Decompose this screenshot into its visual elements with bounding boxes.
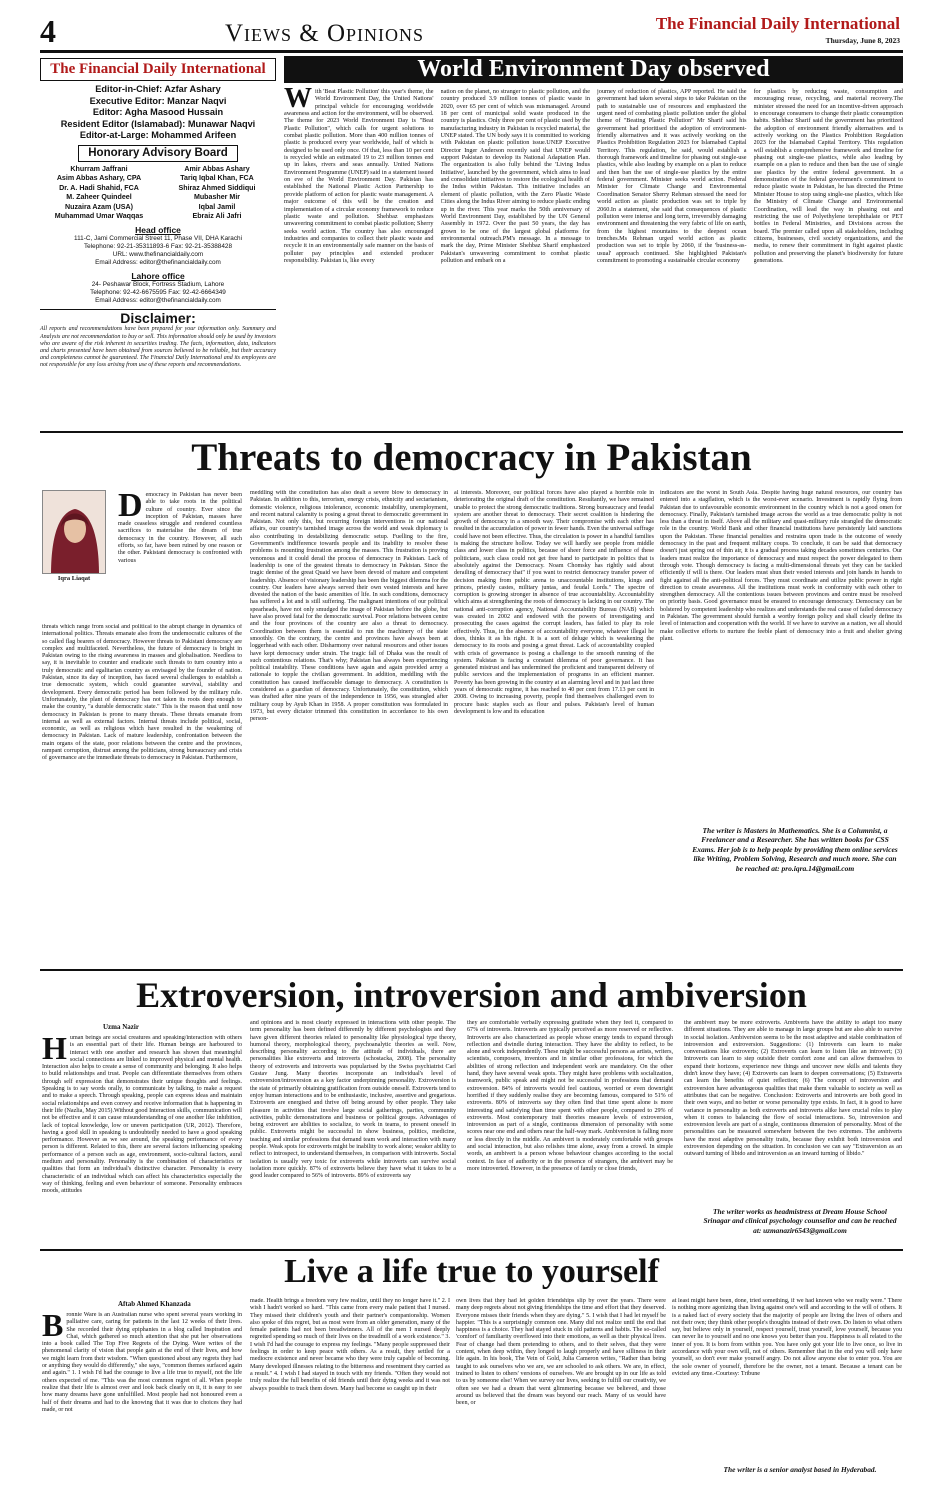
editor-line: Executive Editor: Manzar Naqvi: [89, 95, 227, 106]
brand-name: The Financial Daily International: [655, 14, 900, 33]
threats-headline: Threats to democracy in Pakistan: [191, 436, 752, 479]
article-column: [42, 1035, 242, 1247]
drop-cap: B: [42, 1312, 64, 1343]
masthead-title: The Financial Daily International: [40, 58, 276, 81]
column-text: emocracy in Pakistan has never been able to take roots in the political culture of country. Ever since the inception of Pakistan, masses have made ceaseless struggle and rendered countless sacrifices to materialise the dream of true democracy in the country. However, all such efforts, so far, have been ruined by one reason or the other. Pakistani democracy is confronted with various: [118, 492, 242, 564]
lahore-office-email[interactable]: Email Address: editor@thefinancialdaily.com: [95, 297, 221, 305]
board-member: M. Zaheer Quindeel: [66, 193, 132, 202]
editor-line: Editor-at-Large: Mohammed Arifeen: [79, 130, 237, 141]
section-divider: [40, 969, 903, 971]
section-title: Views & Opinions: [225, 20, 425, 47]
article-column: nation on the planet, no stranger to plastic pollution, and the country produced 3.9 million tonnes of plastic waste in 2020, over 65 per cent of which was mismanaged. Around 18 per cent of municipal solid waste produced in the country is plastics. Only three per cent of plastic used by the manufacturing industry in Pakistan is recycled material, the UNEP stated. The UN body says it is committed to working with Pakistan on plastic pollution issue.UNEP Executive Director Inger Anderson recently said that UNEP would support Pakistan to develop its National Adaptation Plan. The organization is also fully behind the 'Living Indus Initiative', launched by the government, which aims to lead and consolidate initiatives to restore the ecological health of the Indus within Pakistan. This initiative includes an element of plastic pollution, with the Zero Plastic Waste Cities along the Indus River aiming to reduce plastic ending up in the river. This year marks the 50th anniversary of World Environment Day, established by the UN General Assembly in 1972. Over the past 50 years, the day has grown to be one of the largest global platforms for environmental outreach.PM's message. In a message to mark the day, Prime Minister Shehbaz Sharif emphasized Pakistan's unwavering commitment to combat plastic pollution and embark on a: [440, 88, 590, 264]
head-office-url[interactable]: URL: www.thefinancialdaily.com: [112, 251, 204, 259]
board-member: Tariq Iqbal Khan, FCA: [180, 174, 254, 183]
head-office-line: 111-C, Jami Commercial Street 11, Phase VII, DHA Karachi: [74, 235, 242, 243]
column-text: ith 'Beat Plastic Pollution' this year's theme, the World Environment Day, the United Nations' principal vehicle for encouraging worldwide awareness and action for the environment, will be observed. The theme for 2023 World Environment Day is "Beat Plastic Pollution", which calls for urgent solutions to combat plastic pollution. More than 400 million tonnes of plastic is produced every year worldwide, half of which is designed to be used only once. Of that, less than 10 per cent is recycled while an estimated 19 to 23 million tonnes end up in lakes, rivers and seas annually. United Nations Environment Programme (UNEP) said in a statement issued on eve of the World Environment Day. Pakistan has established the National Plastic Action Partnership to provide platform of action for plastic waste management. A major outcome of this will be the creation and implementation of a circular economy framework to reduce plastic waste and pollution. Shehbaz emphasizes unwavering commitment to combat plastic pollution; Sherry seeks world action. The country has also encouraged industries and companies to collect their plastic waste and recycle it in an environmentally safe manner on the basis of polluter pay principles and extended producer responsibility. Pakistan is, like every: [284, 88, 434, 264]
board-member: Nuzaira Azam (USA): [65, 202, 133, 211]
life-headline: Live a life true to yourself: [284, 1253, 659, 1290]
board-left-column: [40, 165, 158, 221]
board-member: Shiraz Ahmed Siddiqui: [178, 183, 256, 192]
lahore-office-title: Lahore office: [131, 271, 185, 282]
article-column: [284, 88, 434, 426]
header-rule: [40, 50, 903, 53]
drop-cap: H: [42, 1035, 67, 1066]
page-number: 4: [40, 13, 56, 49]
board-member: Amir Abbas Ashary: [184, 164, 250, 173]
article-column: own lives that they had let golden friendships slip by over the years. There were many deep regrets about not giving friendships the time and effort that they deserved. Everyone misses their friends when they are dying." 5. I wish that I had let myself be happier. "This is a surprisingly common one. Many did not realize until the end that happiness is a choice. They had stayed stuck in old patterns and habits. The so-called 'comfort' of familiarity overflowed into their emotions, as well as their physical lives. Fear of change had them pretending to others, and to their selves, that they were content, when deep within, they longed to laugh properly and have silliness in their life again. In his book, The Vein of Gold, Julia Cameron writes, "Rather than being taught to ask ourselves who we are, we are schooled to ask others. We are, in effect, trained to listen to others' versions of ourselves. We are brought up in our life as told to us by someone else! When we survey our lives, seeking to fulfill our creativity, we often see we had a dream that went glimmering because we believed, and those around us believed that the dream was beyond our reach. Many of us would have been, or: [456, 1298, 666, 1407]
disclaimer-title: Disclaimer:: [40, 309, 276, 326]
author-bio: The writer is Masters in Mathematics. She is a Columnist, a Freelancer and a Researcher. She has written books for CSS Exams. Her job is to help people by providing them online services like Writing, Problem Solving, Research and much more. She can be reached at: pro.iqra.14@gmail.com: [692, 826, 898, 873]
board-member: Dr. A. Hadi Shahid, FCA: [59, 183, 139, 192]
article-column: journey of reduction of plastics, APP reported. He said the government had taken several steps to take Pakistan on the path to sustainable use of resources and emphasized the urgent need of combating plastic pollution under the global theme of "Beating Plastic Pollution" Mr Sharif said his government had prioritised the adoption of environment-friendly alternatives and it was actively working on the Plastics Prohibition Regulation 2023 for Islamabad Capital Territory. This regulation, he said, would establish a thorough framework and timeline for phasing out single-use plastics, while also leading by example on a plan to reduce and then ban the use of single-use plastics by the entire federal government. Minister seeks world action. Federal Minister for Climate Change and Environmental Coordination Senator Sherry Rehman stressed the need for world action as plastic production was set to triple by 2060.In a statement, she said that consequences of plastic pollution were intense and long term, irreversibly damaging environment and threatening the very fabric of life on earth, from the highest mountains to the deepest ocean trenches.Ms Rehman urged world action as plastic production was set to triple by 2060, if the 'business-as-usual' approach continued. She highlighted Pakistan's commitment to promoting a sustainable circular economy: [597, 88, 747, 264]
article-column: the ambivert may be more extroverts. Ambiverts have the ability to adapt too many different situations. They are able to manage in large groups but are also able to survive in social isolation. Ambiversion seems to be the most adaptive and stable combination of introversion and extroversion. Suggestions: (1) Introverts can learn to make conversations like extroverts; (2) Extroverts can learn to listen like an introvert; (3) Introverts can learn to step outside their comfort zone and can allow themselves to expand their horizons, experience new things and uncover new skills and talents they didn't know they have; (4) Extroverts can learn to deepen conversations; (5) Extraverts can learn the benefits of quiet reflection; (6) The concept of introversion and extroversion have advantageous qualities that make them valuable to society as well as attributes that can be negative. Conclusion: Extroverts and introverts are both good in their own ways, and no better or worse personality type exists. In fact, it is good to have variance in personality as both extroverts and introverts alike have crucial roles to play when it comes to balancing the flow of social interactions. So, introversion and extroversion levels are part of a single, continuous dimension of personality. Most of the personalities can be measured somewhere between the two extremes. The ambiverts have the most adaptive personality traits, because they exhibit both introversion and extroversion depending on the situation. In conclusion we can say "Extraversion as an outward turning of libido and introversion as an inward turning of libido.": [684, 1020, 902, 1158]
column-text: uman beings are social creatures and speaking/interaction with others is an essential part of their life. Human beings are harboured to interact with one another and research has shown that meaningful social connections are linked to improved physical and mental health. Interaction also helps to create a sense of community and belonging. It also helps to build relationships and trust. People can differentiate themselves from others through self expression that demonstrates their unique thoughts and feelings. Speaking is to say words orally, to communicate by talking, to make a request and to make a speech. Through speaking, people can express ideas and maintain social relationships and even convey and receive information that is happening in their life (Nazlia, May 2015).Without good Interaction skills, communication will not be effective and it can cause misunderstanding of one another like inhibition, lack of topical knowledge, low or uneven participation (UR, 2012). Therefore, having a good skill in speaking is undoubtedly needed to have a good speaking performance. However as we see around, the speaking performance of every person is different. Related to this, there are several factors influencing speaking performance of a person such as age, environment, socio-cultural factors, aural medium and personality. Personality is the combination of characteristics or qualities that form an individual's distinctive character. Personality is every characteristic of an individual which can affect his characteristics especially the way of thinking, feeling and even behaviour of someone. Personality embraces moods, attitudes: [42, 1035, 242, 1195]
editor-line: Editor: Agha Masood Hussain: [92, 107, 224, 118]
board-member: Khurram Jaffrani: [70, 164, 128, 173]
board-member: Asim Abbas Ashary, CPA: [56, 174, 142, 183]
advisory-board: [40, 165, 276, 221]
extroversion-headline: Extroversion, introversion and ambiversion: [136, 975, 807, 1015]
lahore-office-line: Telephone: 92-42-6675595 Fax: 92-42-6664349: [90, 289, 226, 297]
article-column: threats which range from social and political to the abrupt change in dynamics of international politics. Threats emanate also from the undemocratic cultures of the so called flag bearers of democracy. However threats to Pakistani democracy are complex and multifaceted. Nevertheless, the future of democracy is bright in Pakistan owing to the rising awareness in masses and globalisation. Needless to say, it is inevitable to counter and eradicate such threats to turn country into a truly democratic and egalitarian country as envisaged by the founder of nation. Pakistan, since its day of inception, has faced several challenges to establish a true democratic system, which could guarantee survival, stability and development. Every democratic period has been followed by the military rule. Unfortunately, the plant of democracy has not taken its roots deep enough to make the country, "a durable democratic state." This is the reason that until now democracy in Pakistan is prone to many threats. These threats emanate from internal as well as external factors. Internal threats include political, social, economic, as well as religious which have resulted in the weakening of democracy in Pakistan. Lack of mature leadership, confrontation between the main organs of the state, poor relations between the centre and the provinces, rampant corruption, distrust among the politicians, strong bureaucracy and crisis of governance are the immediate threats to democracy in Pakistan. Furthermore,: [42, 624, 242, 762]
board-member: Muhammad Umar Waqqas: [54, 212, 144, 220]
board-member: Mubasher Mir: [193, 193, 241, 202]
disclaimer-text: All reports and recommendations have been prepared for your information only. Summary and Analysis are not recommendation to buy or sell. This information should only be used by investors who are aware of the risk inherent in securities trading. The facts, information, data, indicators and charts presented have been obtained from sources believed to be reliable, but their accuracy and completeness cannot be guaranteed. The Financial Daily International and its employees are not responsible for any loss arising from use of these reports and recommendations.: [40, 326, 276, 369]
article-column: [118, 492, 242, 618]
article-column: al interests. Moreover, our political forces have also played a horrible role in deteriorating the original draft of the constitution. Resultantly, we have remained unable to protect the strong democratic traditions. Strong bureaucracy and feudal system are another threat to democracy. Their secret coalition is hindering the growth of democracy in a smooth way. Their compromise with each other has resulted in the accumulation of power in fewer hands. Even the universal suffrage could have not been effective. Thus, the circulation is power in a handful families is making the structure hollow. Today we will hardly see people from middle class and lower class in politics, because of sheer force and influence of these politicians, such class could not get free hand to participate in politics that is absolutely against the Democracy. Noam Chomsky has rightly said about derailing of democracy that" if you want to restrict democracy transfer power of decision making from public arena to unaccountable institutions, kings and princes, priestly castes, military juntas, and feudal Lords." The spectre of corruption is growing stronger in absence of true accountability. Accountability which aims at strengthening the roots of democracy is lacking in our country. The national anti-corruption agency, National Accountability Bureau (NAB) which was created in 2002 and endowed with the powers of investigating and prosecuting the cases against the corrupt leaders, has failed to play its role effectively. Thus, in the absence of accountability everyone, whatever illegal he does, thinks it as his right. It is a sort of deluge which is weakening the democracy to its roots and posing a great threat. Lack of accountability coupled with crisis of governance is posing a challenge to the smooth running of the system. Pakistan is facing a constant dilemma of poor governance. It has generated mistrust and has undermined the proficient and transparent delivery of public services and the implementation of programs in an efficient manner. Poverty has been growing in the country at an alarming level and in just last three years of democratic regime, it has reached to 40 per cent from 17.13 per cent in 2008. Owing to increasing poverty, people find themselves challenged even to procure basic staples such as flour and pulses. Pakistan's level of human development is low and its education: [454, 490, 654, 715]
board-right-column: [158, 165, 276, 221]
head-office-email[interactable]: Email Address: editor@thefinancialdaily.com: [95, 259, 221, 267]
issue-date: Thursday, June 8, 2023: [825, 36, 900, 45]
article-column: meddling with the constitution has also dealt a severe blow to democracy in Pakistan. In addition to this, terrorism, energy crisis, ethnicity and sectarianism, domestic violence, religious intolerance, economic instability, unemployment, and recent natural calamity is posing a great threat to democratic government in Pakistan. Not only this, but recurring foreign interventions in our national affairs, our country's tarnished image across the world and weak diplomacy is also contributing in destabilizing democratic setup. Fuelling to the fire, Government's indifference towards people and its inability to resolve these problems is mounting frustration among the masses. This frustration is proving venomous and it could derail the process of democracy in Pakistan. Lack of leadership is one of the greatest threats to democracy in Pakistan. Since the tragic demise of the great Quaid we have been devoid of mature and competent leadership. Absence of visionary leadership has been the biggest dilemma for the country. Our leaders have always served their own vested interests and have divested the nation of the basic amenities of life. In such conditions, democracy has suffered a lot and is still suffering. The malignant intentions of our political spearheads, have not only smudged the image of Pakistan before the globe, but have also proved fatal for the democratic survival. Poor relations between centre and the four provinces of the country are also a threat to democracy. Coordination between them is essential to run the machinery of the state smoothly. On the contrary, the centre and provinces have always been at loggerhead with each other. Disharmony over natural resources and other issues have kept democracy under strain. The tragic fall of Dhaka was the result of such contentious relations. That's why; Pakistan has always been experiencing political instability. These conditions have again and again provided army a rationale to topple the civilian government. In addition, meddling with the constitution has caused ineffaceable damage to democracy. A constitution is considered as a guardian of democracy. Unfortunately, the constitution, which was drafted after nine years of the independence in 1956, was strangled after military coup by Ayub Khan in 1958. A proper constitution was formulated in 1973, but every dictator trimmed this constitution in accordance to his own person-: [250, 490, 448, 723]
board-member: Iqbal Jamil: [198, 202, 236, 211]
author-portrait-icon: [43, 491, 106, 574]
lahore-office-line: 24- Peshawar Block, Fortress Stadium, Lahore: [91, 281, 225, 289]
article-column: for plastics by reducing waste, consumption and encouraging reuse, recycling, and material recovery.The minister stressed the need for an incentive-driven approach to encourage consumers to change their plastic consumption habits. Shehbaz Sharif said the government has prioritized the adoption of environment friendly alternatives and is actively working on the Plastics Prohibition Regulation 2023 for the Islamabad Capital Territory. This regulation will establish a comprehensive framework and timeline for phasing out single-use plastics, while also leading by example on a plan to reduce and then ban the use of single use plastics by the entire federal government. In a demonstration of the federal government's commitment to reduce plastic waste in Pakistan, he has directed the Prime Minister House to stop using single-use plastics, which like the Ministry of Climate Change and Environmental Coordination, will lead the way in phasing out and restricting the use of Polyethylene terephthalate or PET bottles in Federal Ministries, and Divisions across the board. The premier called upon all stakeholders, including citizens, businesses, civil society organizations, and the media, to renew their commitment in fight against plastic pollution and preserving the planet's biodiversity for future generations.: [753, 88, 903, 264]
author-photo: [42, 490, 106, 574]
editor-list: [40, 84, 276, 142]
article-column: indicators are the worst in South Asia. Despite having huge natural resources, our country has entered into a stagflation, which is the worst-ever scenario. Investment is rapidly flying from Pakistan due to unfavourable economic environment in the country which is not a good omen for democracy. Finally, Pakistan's tarnished image across the world as a true democratic polity is not less than a threat in itself. Above all the military and quasi-military rule strangled the democratic role in the country. World Bank and other financial institutions have persistently laid sanctions upon the Pakistan. These financial penalties and restrains upon trade is the outcome of weedy democracy in the past and frequent military coups. To conclude, it can be said that democracy doesn't just spring out of thin air, it is a gradual process taking decades sometimes centuries. Our leaders must realize the importance of democracy and must respect the power delegated to them through vote. Though democracy is facing a multi-dimensional threats yet they can be tackled efficiently if will is there. Our leaders must shun their vested interests and join hands in hands to fight against all the anti-political forces. They must coordinate and utilize public power in right direction to create awareness. All the institutions must work in conformity with each other to strengthen democracy. All the contentious issues between provinces and centre must be resolved on priority basis. Good governance must be ensured to encourage democracy. Democracy can be bolstered by competent leadership who realizes and understands the real cause of failed democracy in Pakistan. The government should furnish a worthy foreign policy and shall clearly define its level of interaction and cooperation with the world. If we have to survive as a nation, we all should make collective efforts to nurture the feeble plant of democracy into a fruit and shelter giving plant.: [660, 490, 902, 642]
article-column: [42, 1312, 242, 1484]
section-divider: [40, 1249, 903, 1251]
head-office-line: Telephone: 92-21-35311893-6 Fax: 92-21-35388428: [83, 243, 233, 251]
editor-line: Resident Editor (Islamabad): Munawar Naqvi: [60, 118, 256, 129]
head-office-title: Head office: [135, 225, 181, 236]
author-bio: The writer works as headmistress at Dream House School Srinagar and clinical psychology counsellor and can be reached at: uzmanazir6543@gmail.com: [703, 1207, 897, 1235]
author-caption: Iqra Liaqat: [57, 575, 91, 582]
board-member: Ebraiz Ali Jafri: [192, 212, 242, 220]
section-divider: [40, 431, 903, 433]
article-column: they are comfortable verbally expressing gratitude when they feel it, compared to 67% of introverts. Introverts are typically perceived as more reserved or reflective. Introverts are also characterized as people whose energy tends to expand through reflection and dwindle during interaction. They have the ability to reflect, to be alone and work independently. These might be successful persons as artists, writers, scientists, composers, inventors and in similar other professions, for which the abilities of strong reflection and independent work are mandatory. On the other hand, they have several weak spots. They might have problems with socialization, teamwork, public speak and might not be successful in professions that demand extroversion. 84% of introverts would feel cautious, worried or even downright horrified if they suddenly realise they are becoming famous, compared to 51% of extroverts. 80% of introverts say they often find that time spent alone is more interesting and satisfying than time spent with other people, compared to 29% of extroverts. Most contemporary trait theories measure levels of extroversion, introversion as part of a single, continuous dimension of personality with some scores near one end and others near the half-way mark. Ambiversion is falling more or less directly in the middle. An ambivert is moderately comfortable with groups and social interaction, but also relishes time alone, away from a crowd. In simple words, an ambivert is a person whose behaviour changes according to the social context. In face of authority or in the presence of strangers, the ambivert may be more introverted. However, in the presence of family or close friends,: [467, 1020, 673, 1172]
article-column: made. Health brings a freedom very few realize, until they no longer have it." 2. I wish I hadn't worked so hard. "This came from every male patient that I nursed. They missed their children's youth and their partner's companionship. Women also spoke of this regret, but as most were from an older generation, many of the female patients had not been breadwinners. All of the men I nursed deeply regretted spending so much of their lives on the treadmill of a work existence." 3. I wish I'd had the courage to express my feelings. "Many people suppressed their feelings in order to keep peace with others. As a result, they settled for a mediocre existence and never became who they were truly capable of becoming. Many developed illnesses relating to the bitterness and resentment they carried as a result." 4. I wish I had stayed in touch with my friends. "Often they would not truly realize the full benefits of old friends until their dying weeks and it was not always possible to track them down. Many had become so caught up in their: [250, 1298, 450, 1392]
drop-cap: W: [284, 88, 312, 114]
editor-line: Editor-in-Chief: Azfar Ashary: [95, 84, 221, 94]
article-column: at least might have been, done, tried something, if we had known who we really were." There is nothing more agonizing than living against one's will and according to the will of others. It is a naked fact of every society that the majority of people are living the lives of others and not their own; they think other people's thoughts instead of their own. Do listen to what others say, but believe only in yourself, respect yourself, trust yourself, love yourself, because you can never lie to yourself and no one knows you better than you. Happiness is all related to the inner of you. It is born from within you. You have only got your life to live once, so live in accordance with your own will, not of others. Remember that in the end you will only have yourself, so don't ever make yourself angry. Do not allow anyone else to enter you. You are the sole owner of yourself, therefore be the owner, not a tenant. Because a tenant can be evicted any time.-Courtesy: Tribune: [672, 1298, 902, 1377]
drop-cap: D: [118, 492, 143, 524]
byline: Aftab Ahmed Khanzada: [118, 1300, 191, 1308]
masthead-panel: [40, 58, 276, 425]
byline: Uzma Nazir: [103, 1023, 139, 1031]
article-column: and opinions and is most clearly expressed in interactions with other people. The term personality has been defined differently by different psychologists and they have given different theories related to personality like physiological type theory, humoral theory, morphological theory, psychoanalytic theories as well. Now, describing personality according to the attitude of individuals, there are personalities like extroverts and introverts (schostacka, 2008). The personality theory of extroverts and introverts was popularised by the Swiss psychiatrist Carl Gustav Jung. Many theories incorporate an individual's level of extroversion/introversion as a key factor underpinning personality. Extroversion is the state of primarily obtaining gratification from outside oneself. Extroverts tend to enjoy human interactions and to be enthusiastic, inclusive, assertive and gregarious. Extroverts are energised and thrive off being around by other people. They take pleasure in activities that involve large social gatherings, parties, community activities, public demonstrations and business or political groups. Advantages of being extrovert are abilities to socialize, to work in teams, to present oneself in public. Extroverts might be successful in show business, politics, medicine, teaching and similar professions that demand team work and interaction with many people. Weak spots for extroverts might be inability to work alone; weaker ability to reflect to introspect, to understand themselves, in comparison with introverts. Social isolation is usually very toxic for extroverts while introverts can survive social isolation more quickly. 87% of extroverts believe they have what it takes to be a good leader compared to 56% of introverts. 89% of extroverts say: [250, 1020, 456, 1180]
column-text: ronnie Ware is an Australian nurse who spent several years working in palliative care, caring for patients in the last 12 weeks of their lives. She recorded their dying epiphanies in a blog called Inspiration and Chai, which gathered so much attention that she put her observations into a book called The Top Five Regrets of the Dying. Ware writes of the phenomenal clarity of vision that people gain at the end of their lives, and how we might learn from their wisdom. "When questioned about any regrets they had or anything they would do differently," she says, "common themes surfaced again and again." 1. I wish I'd had the courage to live a life true to myself, not the life others expected of me. "This was the most common regret of all. When people realize that their life is almost over and look back clearly on it, it is easy to see how many dreams have gone unfulfilled. Most people had not honoured even a half of their dreams and had to die knowing that it was due to choices they had made, or not: [42, 1312, 242, 1413]
advisory-board-title: Honorary Advisory Board: [78, 145, 238, 162]
wed-headline: World Environment Day observed: [284, 56, 903, 83]
wed-article: [284, 88, 903, 426]
author-bio: The writer is a senior analyst based in Hyderabad.: [723, 1465, 877, 1474]
